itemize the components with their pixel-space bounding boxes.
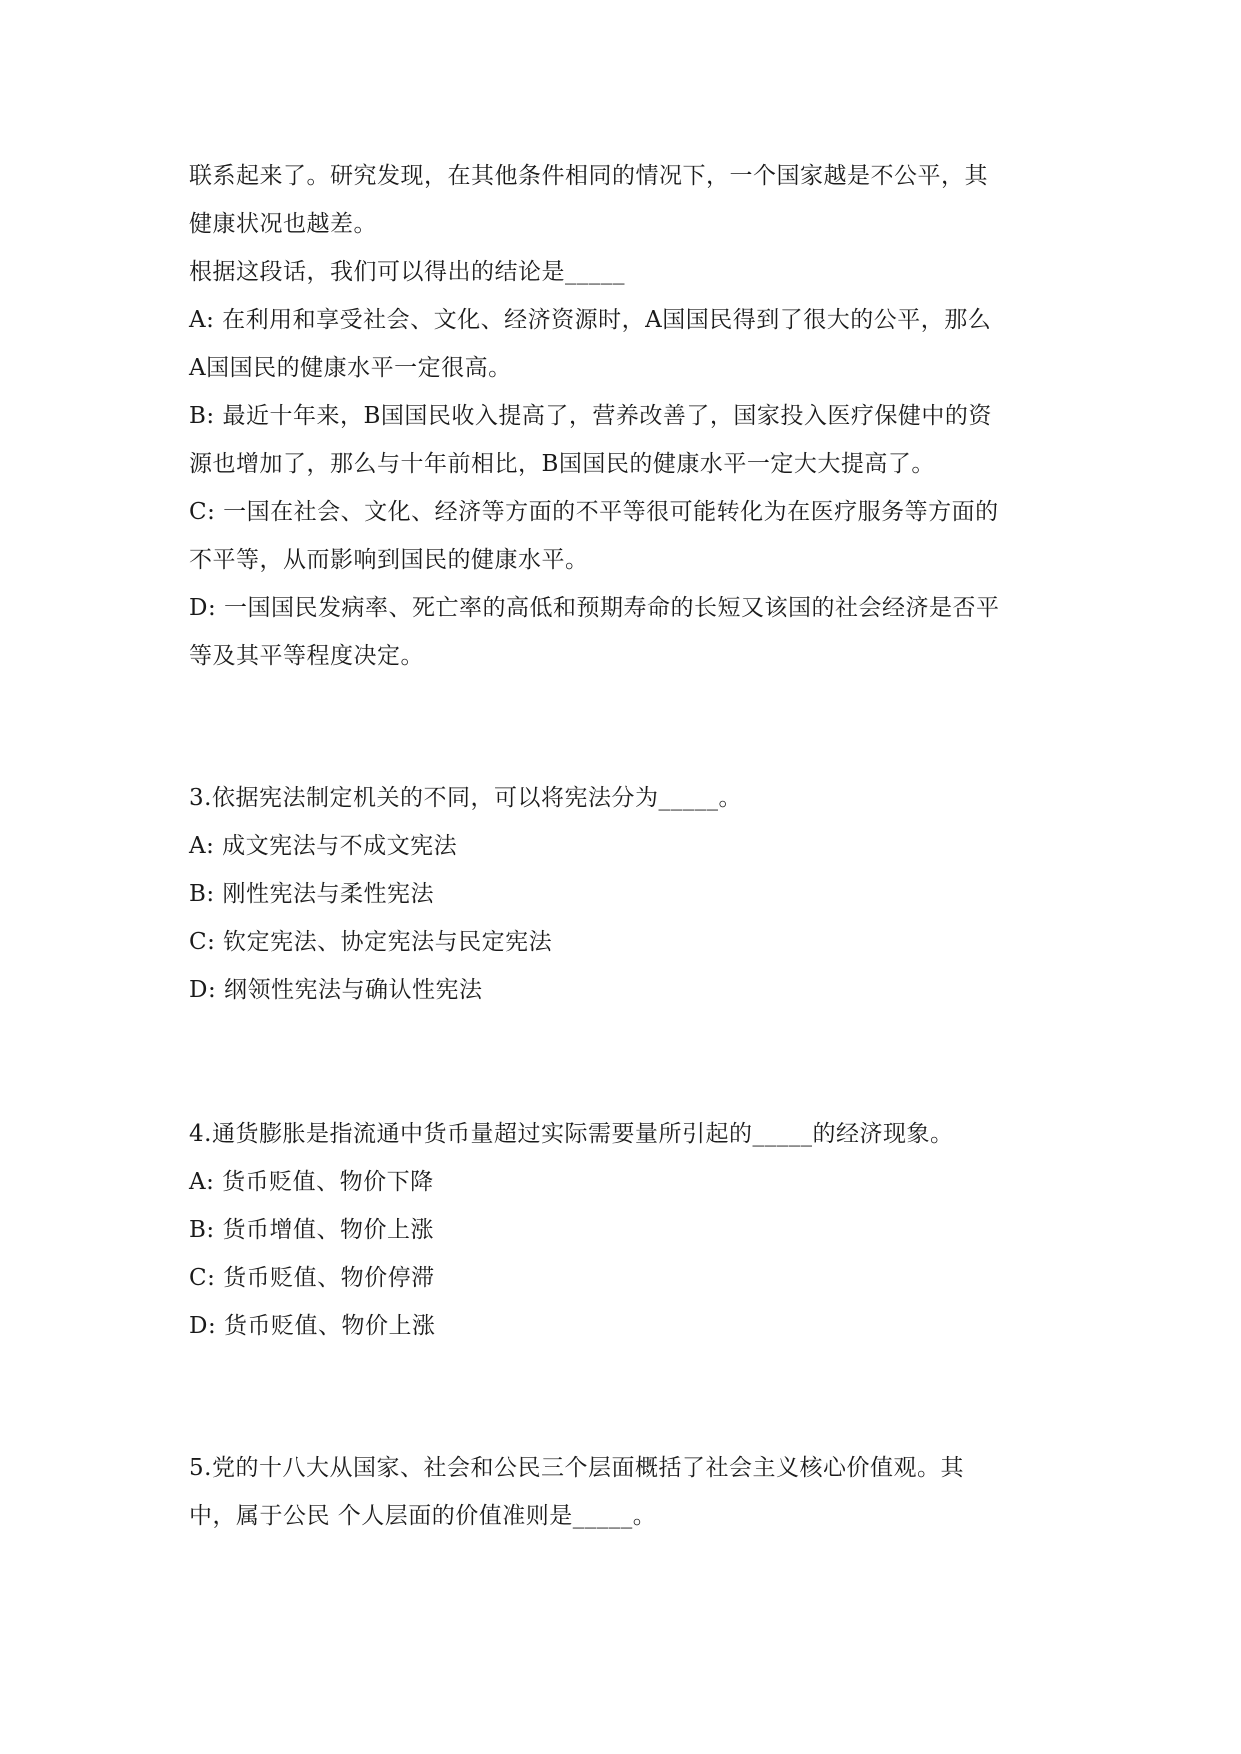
option-b-line-2: 源也增加了，那么与十年前相比，B国国民的健康水平一定大大提高了。 <box>189 451 935 477</box>
option-b: B: 刚性宪法与柔性宪法 <box>189 881 434 907</box>
question-stem-line-2: 中，属于公民 个人层面的价值准则是_____。 <box>189 1503 657 1529</box>
option-b <box>189 392 1069 488</box>
option-a: A: 货币贬值、物价下降 <box>189 1169 434 1195</box>
question-4 <box>189 1110 1069 1350</box>
option-b-line-1: B: 最近十年来，B国国民收入提高了，营养改善了，国家投入医疗保健中的资 <box>189 403 992 429</box>
question-text-line: 健康状况也越差。 <box>189 211 377 237</box>
option-c <box>189 488 1069 584</box>
option-b: B: 货币增值、物价上涨 <box>189 1217 434 1243</box>
question-text-line: 联系起来了。研究发现，在其他条件相同的情况下，一个国家越是不公平，其 <box>189 163 988 189</box>
question-stem-line-1: 5.党的十八大从国家、社会和公民三个层面概括了社会主义核心价值观。其 <box>189 1455 964 1481</box>
option-c: C: 货币贬值、物价停滞 <box>189 1265 435 1291</box>
question-3 <box>189 774 1069 1014</box>
option-a-line-1: A: 在利用和享受社会、文化、经济资源时，A国国民得到了很大的公平，那么 <box>189 307 992 333</box>
option-a-line-2: A国国民的健康水平一定很高。 <box>189 355 512 381</box>
option-d: D: 货币贬值、物价上涨 <box>189 1313 436 1339</box>
question-2-continuation <box>189 152 1069 680</box>
option-a: A: 成文宪法与不成文宪法 <box>189 833 458 859</box>
option-c: C: 钦定宪法、协定宪法与民定宪法 <box>189 929 553 955</box>
page-content <box>189 152 1069 1540</box>
option-c-line-2: 不平等，从而影响到国民的健康水平。 <box>189 547 589 573</box>
option-d: D: 纲领性宪法与确认性宪法 <box>189 977 483 1003</box>
option-d-line-1: D: 一国国民发病率、死亡率的高低和预期寿命的长短又该国的社会经济是否平 <box>189 595 1000 621</box>
option-d <box>189 584 1069 680</box>
option-c-line-1: C: 一国在社会、文化、经济等方面的不平等很可能转化为在医疗服务等方面的 <box>189 499 999 525</box>
question-stem: 4.通货膨胀是指流通中货币量超过实际需要量所引起的_____的经济现象。 <box>189 1121 954 1147</box>
option-a <box>189 296 1069 392</box>
question-5 <box>189 1444 1069 1540</box>
question-prompt: 根据这段话，我们可以得出的结论是_____ <box>189 259 625 285</box>
option-d-line-2: 等及其平等程度决定。 <box>189 643 424 669</box>
question-stem: 3.依据宪法制定机关的不同，可以将宪法分为_____。 <box>189 785 742 811</box>
